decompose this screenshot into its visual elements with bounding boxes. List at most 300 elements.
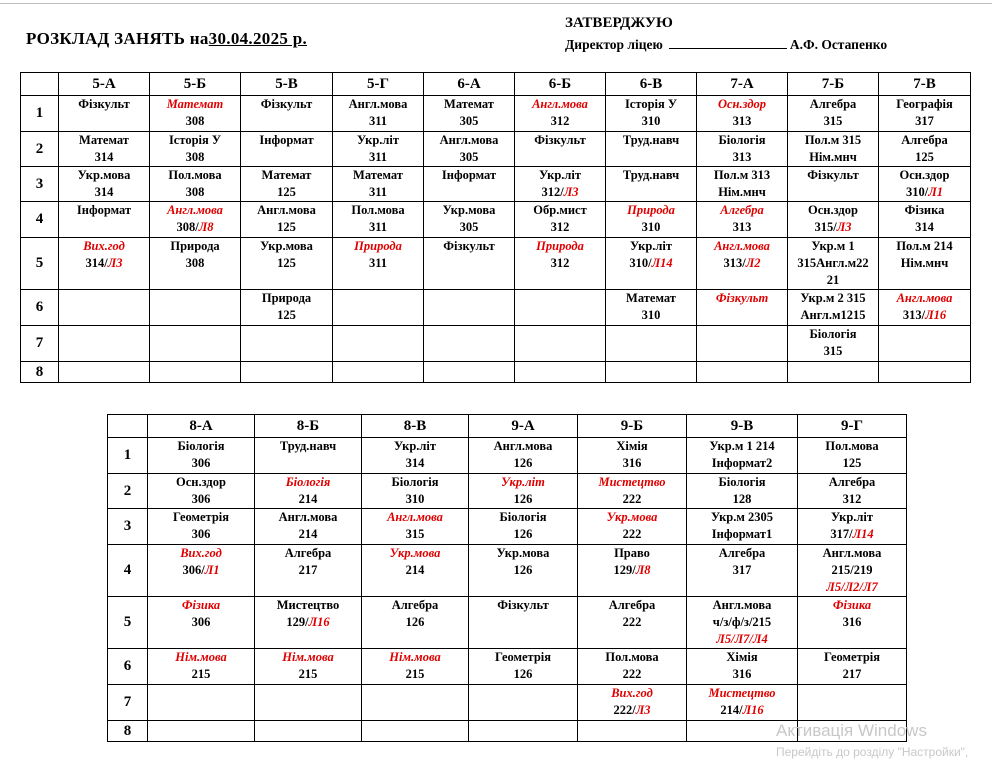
- lesson-cell: [788, 132, 879, 167]
- room-number: 126: [513, 492, 533, 506]
- lesson-cell: [255, 721, 362, 742]
- lesson-cell: [697, 326, 788, 362]
- lesson-cell: [469, 545, 578, 597]
- lesson-cell: [150, 326, 241, 362]
- lesson-cell: [255, 597, 362, 649]
- lesson-cell: [798, 438, 907, 474]
- lesson-number: 1: [108, 438, 148, 474]
- lesson-cell: [687, 474, 798, 509]
- room-number: 313/: [723, 256, 746, 270]
- lesson-cell: [515, 132, 606, 167]
- room-number: 126: [513, 527, 533, 541]
- lesson-cell: [59, 202, 150, 238]
- lesson-cell: [150, 238, 241, 290]
- lesson-cell: [148, 685, 255, 721]
- lesson-number: 8: [108, 721, 148, 742]
- lesson-cell: [515, 167, 606, 202]
- lesson-cell: [697, 167, 788, 202]
- room-number: 311: [368, 150, 388, 164]
- room-number: 314: [94, 150, 114, 164]
- lesson-cell: [333, 167, 424, 202]
- signature-line: [669, 36, 787, 49]
- subject-name: Мистецтво: [708, 686, 776, 700]
- subject-name: Укр.мова: [260, 239, 313, 253]
- lesson-cell: [255, 474, 362, 509]
- subject-name: Англ.мова: [493, 439, 553, 453]
- lesson-cell: [697, 290, 788, 326]
- room-number: 313: [732, 150, 752, 164]
- room-number: 308/: [176, 220, 199, 234]
- lesson-cell: [687, 545, 798, 597]
- subject-name: Фізкульт: [715, 291, 769, 305]
- room-number: 308: [185, 185, 205, 199]
- lesson-cell: [469, 721, 578, 742]
- subject-name: Алгебра: [608, 598, 656, 612]
- lesson-number: 5: [21, 238, 59, 290]
- room-number: Англ.м1215: [800, 308, 866, 322]
- lesson-cell: [150, 362, 241, 383]
- room-number: 310: [641, 308, 661, 322]
- lesson-cell: [606, 290, 697, 326]
- lesson-number: 5: [108, 597, 148, 649]
- subject-name: Укр.літ: [501, 475, 545, 489]
- lesson-cell: [788, 290, 879, 326]
- class-header: 5-Г: [333, 73, 424, 96]
- room-number: 128: [732, 492, 752, 506]
- lesson-cell: [578, 649, 687, 685]
- lesson-cell: [362, 685, 469, 721]
- lesson-cell: [148, 438, 255, 474]
- lesson-cell: [255, 509, 362, 545]
- lesson-cell: [362, 545, 469, 597]
- windows-activation-watermark: Активація Windows: [776, 721, 927, 740]
- class-header: 5-Б: [150, 73, 241, 96]
- lesson-cell: [687, 685, 798, 721]
- subject-name: Фізкульт: [443, 239, 495, 253]
- room-number: 310/: [629, 256, 652, 270]
- room-number: 308: [185, 114, 205, 128]
- lesson-cell: [150, 167, 241, 202]
- subject-name: Укр.літ: [629, 239, 673, 253]
- lesson-number: 4: [21, 202, 59, 238]
- room-number: 314: [94, 185, 114, 199]
- lesson-row: [108, 474, 907, 509]
- lesson-row: [108, 509, 907, 545]
- subject-name: Математ: [444, 97, 494, 111]
- subject-name: Природа: [354, 239, 402, 253]
- lesson-cell: [515, 326, 606, 362]
- room-number: 310/: [905, 185, 929, 199]
- room-number: 311: [368, 185, 388, 199]
- teacher-code: Л3: [635, 703, 651, 717]
- lesson-number: 3: [108, 509, 148, 545]
- subject-name: Англ.мова: [822, 546, 882, 560]
- lesson-cell: [798, 649, 907, 685]
- lesson-cell: [687, 597, 798, 649]
- class-header: 8-Б: [255, 415, 362, 438]
- subject-name: Нім.мова: [389, 650, 441, 664]
- room-number: Л5/Л2/Л7: [826, 580, 878, 594]
- room-number: 314/: [85, 256, 108, 270]
- room-number: ч/з/ф/з/215: [712, 615, 772, 629]
- subject-name: Укр.мова: [442, 203, 496, 217]
- lesson-cell: [515, 362, 606, 383]
- room-number: 306: [191, 492, 211, 506]
- subject-name: Геометрія: [823, 650, 881, 664]
- room-number: 125: [277, 256, 296, 270]
- lesson-cell: [515, 202, 606, 238]
- subject-name: Пол.м 315: [804, 133, 862, 147]
- subject-name: Обр.мист: [533, 203, 587, 217]
- subject-name: Англ.мова: [714, 239, 770, 253]
- subject-name: Укр.літ: [830, 510, 874, 524]
- lesson-number: 2: [21, 132, 59, 167]
- teacher-code: Л8: [198, 220, 214, 234]
- lesson-cell: [469, 474, 578, 509]
- lesson-cell: [578, 545, 687, 597]
- room-number: 125: [277, 220, 296, 234]
- class-header: 5-В: [241, 73, 333, 96]
- lesson-cell: [515, 96, 606, 132]
- room-number: 311: [368, 114, 388, 128]
- subject-name: Алгебра: [828, 475, 876, 489]
- subject-name: Геометрія: [494, 650, 552, 664]
- lesson-row: [21, 167, 971, 202]
- room-number: 313: [732, 220, 752, 234]
- room-number: 314: [915, 220, 934, 234]
- lesson-cell: [687, 649, 798, 685]
- subject-name: Біологія: [391, 475, 439, 489]
- room-number: 315: [823, 344, 843, 358]
- table-header-row: [108, 415, 907, 438]
- lesson-cell: [578, 597, 687, 649]
- teacher-code: Л8: [635, 563, 651, 577]
- approval-heading: ЗАТВЕРДЖУЮ: [565, 15, 673, 31]
- subject-name: Математ: [353, 168, 403, 182]
- lesson-cell: [255, 438, 362, 474]
- subject-name: Інформат: [441, 168, 497, 182]
- lesson-cell: [469, 438, 578, 474]
- teacher-code: Л16: [742, 703, 764, 717]
- lesson-cell: [333, 362, 424, 383]
- room-number: 222: [622, 527, 642, 541]
- subject-name: Хімія: [726, 650, 758, 664]
- subject-name: Англ.мова: [712, 598, 772, 612]
- lesson-cell: [59, 238, 150, 290]
- lesson-row: [21, 290, 971, 326]
- lesson-cell: [362, 597, 469, 649]
- lesson-cell: [578, 474, 687, 509]
- subject-name: Фізкульт: [78, 97, 130, 111]
- subject-name: Хімія: [616, 439, 648, 453]
- lesson-cell: [788, 167, 879, 202]
- lesson-cell: [241, 326, 333, 362]
- lesson-cell: [148, 721, 255, 742]
- subject-name: Осн.здор: [717, 97, 767, 111]
- lesson-cell: [59, 326, 150, 362]
- schedule-table-grades-8-9: [107, 414, 907, 742]
- director-name: А.Ф. Остапенко: [789, 37, 888, 52]
- subject-name: Природа: [261, 291, 312, 305]
- teacher-code: Л16: [925, 308, 947, 322]
- lesson-row: [108, 649, 907, 685]
- lesson-cell: [606, 202, 697, 238]
- subject-name: Математ: [261, 168, 312, 182]
- subject-name: Нім.мова: [282, 650, 334, 664]
- teacher-code: Л2: [745, 256, 761, 270]
- room-number: 316: [732, 667, 752, 681]
- lesson-number: 6: [108, 649, 148, 685]
- lesson-cell: [150, 290, 241, 326]
- lesson-cell: [333, 132, 424, 167]
- lesson-cell: [59, 132, 150, 167]
- subject-name: Алгебра: [720, 203, 764, 217]
- lesson-cell: [333, 290, 424, 326]
- room-number: Нім.мнч: [900, 256, 949, 270]
- subject-name: Укр.мова: [606, 510, 658, 524]
- director-label: Директор ліцею: [565, 37, 663, 52]
- lesson-cell: [606, 326, 697, 362]
- lesson-cell: [788, 96, 879, 132]
- subject-name: Математ: [166, 97, 224, 111]
- room-number: 126: [513, 667, 533, 681]
- class-header: 9-Б: [578, 415, 687, 438]
- lesson-cell: [148, 545, 255, 597]
- lesson-row: [21, 362, 971, 383]
- lesson-cell: [469, 685, 578, 721]
- class-header: 9-Г: [798, 415, 907, 438]
- room-number: 222: [622, 492, 642, 506]
- lesson-cell: [241, 96, 333, 132]
- lesson-cell: [333, 326, 424, 362]
- lesson-cell: [241, 167, 333, 202]
- subject-name: Пол.мова: [605, 650, 659, 664]
- class-header: 6-Б: [515, 73, 606, 96]
- corner-cell: [21, 73, 59, 96]
- room-number: 313/: [902, 308, 926, 322]
- subject-name: Нім.мова: [175, 650, 227, 664]
- lesson-number: 1: [21, 96, 59, 132]
- room-number: 305: [459, 150, 479, 164]
- subject-name: Біологія: [809, 327, 857, 341]
- room-number: 312: [550, 114, 570, 128]
- lesson-cell: [362, 474, 469, 509]
- lesson-cell: [879, 362, 971, 383]
- subject-name: Англ.мова: [532, 97, 588, 111]
- class-header: 7-В: [879, 73, 971, 96]
- lesson-row: [21, 326, 971, 362]
- room-number: 222: [622, 667, 642, 681]
- room-number: 305: [459, 114, 479, 128]
- subject-name: Пол.мова: [825, 439, 879, 453]
- room-number: 305: [459, 220, 479, 234]
- lesson-cell: [333, 96, 424, 132]
- lesson-cell: [578, 438, 687, 474]
- class-header: 5-А: [59, 73, 150, 96]
- lesson-row: [21, 132, 971, 167]
- subject-name: Біологія: [718, 133, 766, 147]
- lesson-cell: [879, 290, 971, 326]
- subject-name: Укр.мова: [496, 546, 550, 560]
- lesson-cell: [697, 362, 788, 383]
- class-header: 6-А: [424, 73, 515, 96]
- subject-name: Алгебра: [901, 133, 948, 147]
- lesson-cell: [578, 509, 687, 545]
- lesson-cell: [515, 238, 606, 290]
- subject-name: Інформат: [259, 133, 314, 147]
- lesson-cell: [788, 326, 879, 362]
- subject-name: Природа: [627, 203, 675, 217]
- subject-name: Англ.мова: [387, 510, 443, 524]
- lesson-cell: [469, 597, 578, 649]
- lesson-cell: [578, 685, 687, 721]
- class-header: 7-А: [697, 73, 788, 96]
- lesson-cell: [697, 96, 788, 132]
- room-number: 215/219: [831, 563, 873, 577]
- lesson-cell: [606, 132, 697, 167]
- lesson-cell: [424, 96, 515, 132]
- subject-name: Труд.навч: [622, 168, 680, 182]
- lesson-cell: [687, 509, 798, 545]
- lesson-cell: [798, 597, 907, 649]
- lesson-number: 4: [108, 545, 148, 597]
- room-number: 217: [298, 563, 318, 577]
- lesson-cell: [59, 290, 150, 326]
- room-number: 215: [191, 667, 211, 681]
- subject-name: Англ.мова: [896, 291, 953, 305]
- lesson-number: 8: [21, 362, 59, 383]
- subject-name: Біологія: [499, 510, 547, 524]
- lesson-cell: [798, 545, 907, 597]
- room-number: 317: [732, 563, 752, 577]
- lesson-number: 6: [21, 290, 59, 326]
- lesson-cell: [879, 167, 971, 202]
- lesson-cell: [333, 238, 424, 290]
- subject-name: Укр.літ: [393, 439, 437, 453]
- subject-name: Укр.м 2305: [710, 510, 774, 524]
- room-number: 313: [732, 114, 752, 128]
- lesson-cell: [606, 238, 697, 290]
- room-number: 126: [405, 615, 425, 629]
- subject-name: Вих.год: [180, 546, 222, 560]
- lesson-cell: [606, 362, 697, 383]
- corner-cell: [108, 415, 148, 438]
- subject-name: Пол.мова: [168, 168, 222, 182]
- lesson-cell: [424, 238, 515, 290]
- subject-name: Право: [614, 546, 650, 560]
- subject-name: Мистецтво: [276, 598, 340, 612]
- room-number: 125: [842, 456, 862, 470]
- room-number: 310: [641, 220, 661, 234]
- lesson-cell: [697, 238, 788, 290]
- subject-name: Укр.літ: [356, 133, 400, 147]
- room-number: 214: [298, 527, 318, 541]
- room-number: 315: [405, 527, 425, 541]
- teacher-code: Л3: [107, 256, 123, 270]
- lesson-cell: [424, 326, 515, 362]
- subject-name: Геометрія: [172, 510, 230, 524]
- lesson-cell: [879, 96, 971, 132]
- subject-name: Фізика: [181, 598, 221, 612]
- room-number: 129/: [286, 615, 309, 629]
- room-number: 312: [550, 220, 570, 234]
- lesson-cell: [241, 202, 333, 238]
- top-border-line: [0, 3, 992, 4]
- schedule-table-grades-5-7: [20, 72, 971, 383]
- room-number: 214: [405, 563, 425, 577]
- subject-name: Мистецтво: [598, 475, 666, 489]
- lesson-cell: [362, 438, 469, 474]
- room-number: 215: [405, 667, 425, 681]
- lesson-cell: [362, 721, 469, 742]
- subject-name: Математ: [626, 291, 676, 305]
- room-number: 126: [513, 456, 533, 470]
- room-number: 310: [641, 114, 661, 128]
- lesson-cell: [469, 509, 578, 545]
- room-number: 306: [191, 527, 211, 541]
- subject-name: Укр.мова: [77, 168, 131, 182]
- lesson-cell: [798, 474, 907, 509]
- table-header-row: [21, 73, 971, 96]
- room-number: 314: [405, 456, 425, 470]
- subject-name: Осн.здор: [176, 475, 226, 489]
- subject-name: Осн.здор: [899, 168, 950, 182]
- room-number: 217: [842, 667, 862, 681]
- lesson-number: 7: [21, 326, 59, 362]
- room-number: 214: [298, 492, 318, 506]
- subject-name: Укр.м 1 214: [709, 439, 775, 453]
- lesson-cell: [515, 290, 606, 326]
- lesson-row: [108, 597, 907, 649]
- class-header: 9-А: [469, 415, 578, 438]
- windows-activation-hint: Перейдіть до розділу "Настройки",: [776, 745, 969, 759]
- subject-name: Пол.м 214: [896, 239, 953, 253]
- lesson-row: [21, 202, 971, 238]
- subject-name: Історія У: [624, 97, 678, 111]
- room-number: 125: [277, 308, 296, 322]
- class-header: 8-В: [362, 415, 469, 438]
- subject-name: Пол.м 313: [713, 168, 771, 182]
- subject-name: Природа: [536, 239, 584, 253]
- lesson-cell: [606, 96, 697, 132]
- lesson-cell: [150, 132, 241, 167]
- subject-name: Англ.мова: [257, 203, 316, 217]
- lesson-cell: [241, 132, 333, 167]
- room-number: 129/: [613, 563, 636, 577]
- lesson-cell: [255, 545, 362, 597]
- director-line: [565, 36, 887, 53]
- lesson-cell: [148, 597, 255, 649]
- title-date: 30.04.2025 р.: [208, 29, 308, 48]
- lesson-cell: [687, 438, 798, 474]
- lesson-cell: [879, 238, 971, 290]
- subject-name: Біологія: [285, 475, 331, 489]
- room-number: Нім.мнч: [718, 185, 766, 199]
- room-number: Інформат2: [711, 456, 773, 470]
- subject-name: Алгебра: [809, 97, 857, 111]
- class-header: 8-А: [148, 415, 255, 438]
- room-number: 125: [915, 150, 934, 164]
- subject-name: Природа: [170, 239, 220, 253]
- subject-name: Англ.мова: [167, 203, 223, 217]
- subject-name: Вих.год: [611, 686, 653, 700]
- lesson-row: [21, 238, 971, 290]
- lesson-cell: [148, 474, 255, 509]
- lesson-cell: [255, 649, 362, 685]
- room-number: 214/: [720, 703, 743, 717]
- room-number: 315/: [814, 220, 837, 234]
- class-header: 9-В: [687, 415, 798, 438]
